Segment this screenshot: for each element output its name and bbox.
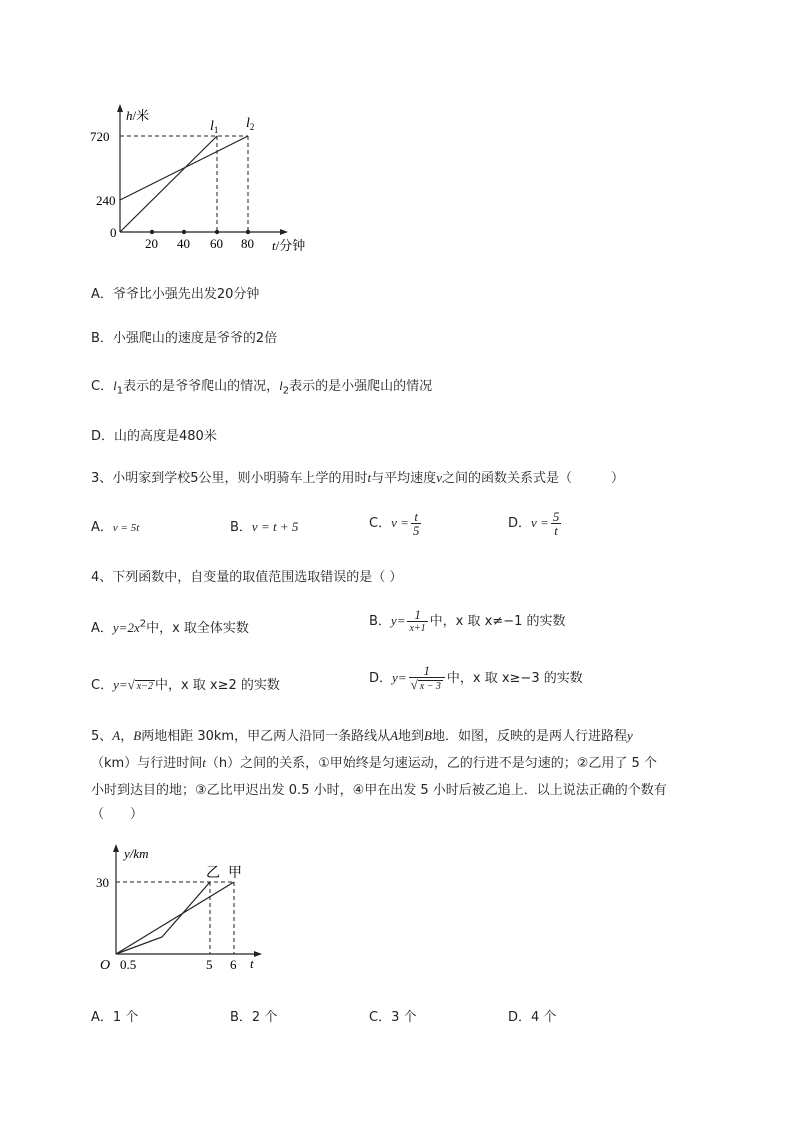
q4-d-num: 1 <box>409 664 445 678</box>
q2-c-mid: 表示的是爷爷爬山的情况， <box>123 379 280 394</box>
graph-1 <box>86 100 326 260</box>
q3-d-label: D． <box>508 516 532 531</box>
q3-c-lhs: v = <box>391 515 409 530</box>
q2-option-b: B．小强爬山的速度是爷爷的2倍 <box>91 331 278 346</box>
g1-dot-40 <box>182 230 186 234</box>
g1-y-tick-240: 240 <box>96 193 116 208</box>
g1-x-tick-20: 20 <box>145 236 158 251</box>
q5-l2a: （km）与行进时间 <box>91 756 203 771</box>
q3-option-d <box>508 510 563 537</box>
q2-c-suffix: 表示的是小强爬山的情况 <box>289 379 433 394</box>
q2-option-c <box>91 375 432 397</box>
q3-c-label: C． <box>369 516 392 531</box>
q3-option-c <box>369 510 423 537</box>
g1-y-label: h/米 <box>126 108 150 123</box>
q4-d-radicand: x − 3 <box>419 681 441 692</box>
g1-l1-label: $l_1$ <box>210 119 219 135</box>
q5-l2b: （h）之间的关系，①甲始终是匀速运动，乙的行进不是匀速的；②乙用了 5 个 <box>205 756 657 771</box>
q4-d-label: D． <box>369 671 393 686</box>
q3-d-lhs: v = <box>531 515 549 530</box>
q5-sep: ， <box>120 729 134 744</box>
q5-line-2 <box>91 752 657 771</box>
q4-d-den: √ x − 3 <box>410 677 441 692</box>
q2-c-l1-sub: 1 <box>116 385 124 397</box>
q2-option-a: A．爷爷比小强先出发20分钟 <box>91 287 260 302</box>
q5-l1b: 两地相距 30km，甲乙两人沿同一条路线从 <box>141 729 391 744</box>
q2-c-l1: l <box>113 378 117 393</box>
q3-d-den: t <box>554 523 558 538</box>
q4-d-lhs: y= <box>392 670 407 685</box>
q4-a-text: 中，x 取全体实数 <box>146 621 249 636</box>
q5-option-a: A．1 个 <box>91 1010 139 1025</box>
g1-dot-20 <box>150 230 154 234</box>
g2-x-label: t <box>250 956 254 971</box>
q3-c-num: t <box>411 510 422 524</box>
g2-x-tick-6: 6 <box>230 957 237 972</box>
q5-l1d: 地．如图，反映的是两人行进路程 <box>432 729 628 744</box>
g2-label-yi: 乙 <box>206 866 220 881</box>
g1-line-l2 <box>120 136 248 200</box>
g1-l2-label: $l_2$ <box>246 116 255 132</box>
q5-option-d: D．4 个 <box>508 1010 557 1025</box>
q5-l1a: 5、 <box>91 729 113 744</box>
q3-var-t: t <box>367 470 372 485</box>
g1-x-tick-40: 40 <box>177 236 190 251</box>
q5-var-A: A <box>112 728 121 743</box>
q5-line-4: （ ） <box>91 807 144 822</box>
g2-origin: O <box>100 958 111 973</box>
g2-y-label: y/km <box>124 846 149 861</box>
q3-option-b <box>230 516 298 535</box>
q4-option-d <box>369 664 583 693</box>
g2-line-yi <box>116 882 210 954</box>
g1-y-tick-720: 720 <box>90 129 110 144</box>
q4-a-expr: y=2x <box>112 620 140 635</box>
q4-d-text: 中，x 取 x≥−3 的实数 <box>446 671 583 686</box>
q5-option-b: B．2 个 <box>230 1010 278 1025</box>
q3-b-label: B． <box>230 520 252 535</box>
q3-c-den: 5 <box>412 523 420 538</box>
q5-option-c: C．3 个 <box>369 1010 417 1025</box>
q4-c-text: 中，x 取 x≥2 的实数 <box>154 678 280 693</box>
graph-2 <box>88 838 288 978</box>
g1-line-l1 <box>120 136 217 232</box>
q5-line-1 <box>91 725 633 744</box>
g2-line-jia <box>116 882 234 954</box>
g2-y-arrow <box>113 844 119 852</box>
q3-c-fraction <box>411 510 422 537</box>
g2-x-tick-5: 5 <box>206 957 213 972</box>
q2-option-d: D．山的高度是480米 <box>91 429 217 444</box>
g1-y-arrow <box>117 104 123 112</box>
q3-option-a <box>91 516 139 535</box>
g2-label-jia: 甲 <box>228 866 242 881</box>
q2-c-l2-sub: 2 <box>282 385 290 397</box>
q5-line-3: 小时到达目的地；③乙比甲迟出发 0.5 小时，④甲在出发 5 小时后被乙追上．以上说法正确的个数有 <box>91 783 667 798</box>
q4-stem: 4、下列函数中，自变量的取值范围选取错误的是（ ） <box>91 570 403 585</box>
g2-x-tick-0.5: 0.5 <box>120 957 137 972</box>
q3-d-num: 5 <box>552 509 560 524</box>
g1-x-tick-80: 80 <box>241 236 254 251</box>
q3-stem <box>91 467 624 486</box>
q5-var-A2: A <box>390 728 399 743</box>
g1-dot-80 <box>246 230 250 234</box>
g1-x-arrow <box>280 229 288 235</box>
q3-a-label: A． <box>91 520 113 535</box>
q3-b-expr: v = t + 5 <box>251 519 299 534</box>
q3-stem-c: 之间的函数关系式是（ ） <box>441 471 624 486</box>
q4-option-c <box>91 674 280 693</box>
q2-c-l2: l <box>279 378 283 393</box>
q3-d-fraction <box>551 510 562 537</box>
q4-b-num: 1 <box>407 608 427 622</box>
q4-option-b <box>369 608 566 635</box>
g1-x-label: t/分钟 <box>272 238 306 253</box>
g1-y-tick-0: 0 <box>110 225 117 240</box>
q4-b-text: 中，x 取 x≠−1 的实数 <box>429 614 566 629</box>
q4-b-fraction <box>407 608 427 635</box>
q4-b-lhs: y= <box>390 613 406 628</box>
q4-b-den: x+1 <box>409 623 426 634</box>
q5-var-y: y <box>627 728 633 743</box>
q3-stem-a: 3、小明家到学校5公里，则小明骑车上学的用时 <box>91 471 368 486</box>
g1-x-tick-60: 60 <box>210 236 223 251</box>
q2-c-prefix: C． <box>91 379 114 394</box>
q5-var-t: t <box>202 755 206 770</box>
q4-c-lhs: y= <box>113 677 128 692</box>
q3-a-expr: v = 5t <box>112 522 140 534</box>
q4-c-radicand: x−2 <box>136 681 153 692</box>
g1-dot-60 <box>215 230 219 234</box>
q3-stem-b: 与平均速度 <box>371 471 437 486</box>
g2-x-arrow <box>254 951 262 957</box>
q4-c-label: C． <box>91 678 114 693</box>
q4-b-label: B． <box>369 614 391 629</box>
q4-c-sqrt-sign: √ <box>127 677 135 692</box>
q4-a-sup: 2 <box>139 618 147 630</box>
q4-option-a <box>91 617 249 636</box>
q5-var-B: B <box>133 728 142 743</box>
q5-l1c: 地到 <box>398 729 425 744</box>
q4-a-label: A． <box>91 621 113 636</box>
q5-var-B2: B <box>424 728 432 743</box>
q4-d-fraction <box>409 664 445 693</box>
q3-var-v: v <box>436 470 442 485</box>
g2-y-tick-30: 30 <box>96 875 109 890</box>
